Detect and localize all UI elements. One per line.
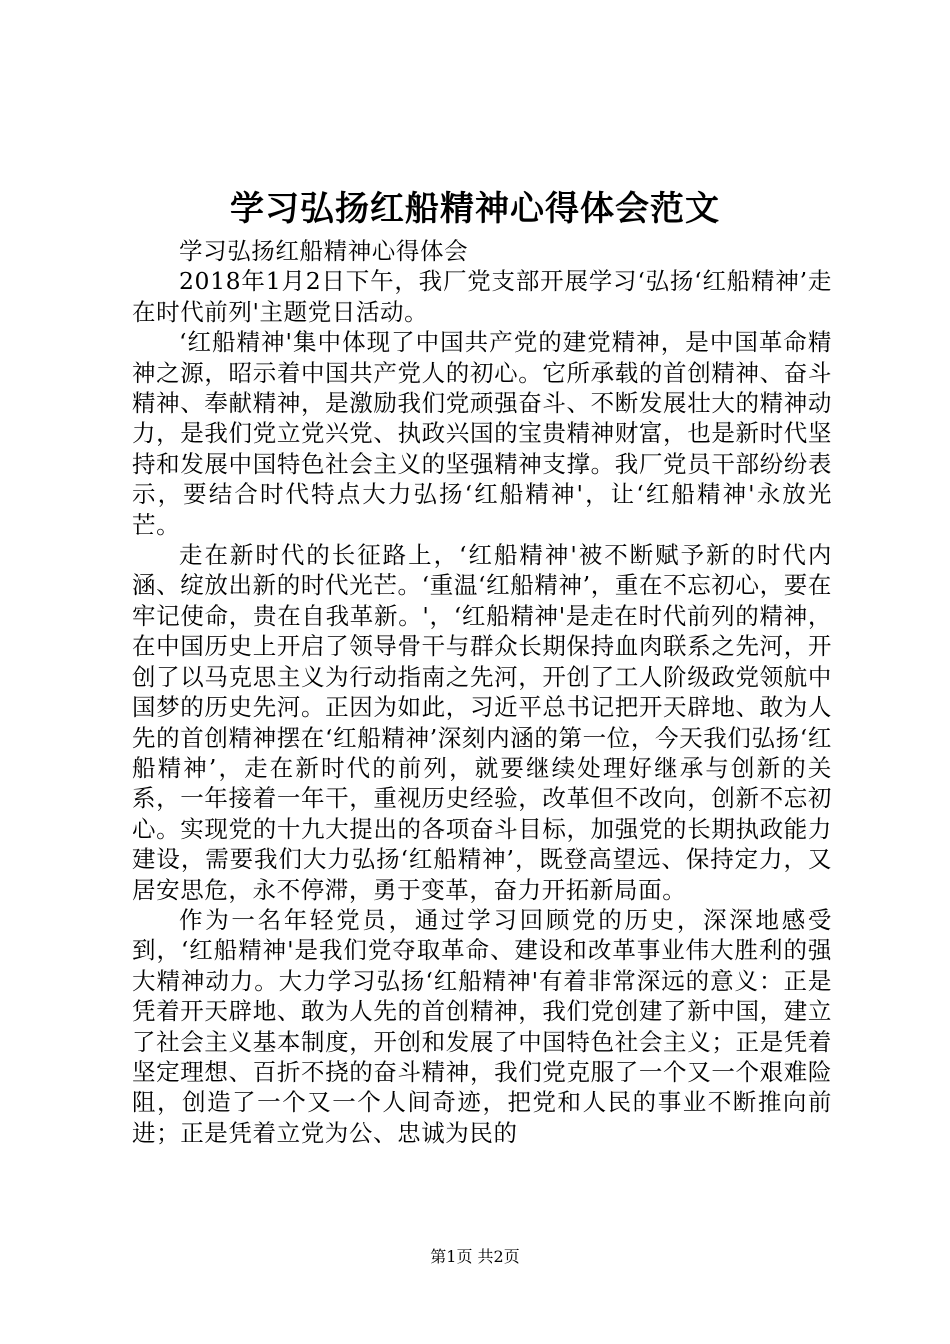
subtitle-paragraph: 学习弘扬红船精神心得体会 (179, 237, 469, 265)
document-body (132, 236, 832, 1148)
body-paragraph: 2018年1月2日下午，我厂党支部开展学习‘弘扬‘红船精神’走在时代前列'主题党日活动。 (132, 267, 832, 326)
body-paragraph: 作为一名年轻党员，通过学习回顾党的历史，深深地感受到，‘红船精神'是我们党夺取革命、建设和改革事业伟大胜利的强大精神动力。大力学习弘扬‘红船精神'有着非常深远的意义：正是凭着开天辟地、敢为人先的首创精神，我们党创建了新中国，建立了社会主义基本制度，开创和发展了中国特色社会主义；正是凭着坚定理想、百折不挠的奋斗精神，我们党克服了一个又一个艰难险阻，创造了一个又一个人间奇迹，把党和人民的事业不断推向前进；正是凭着立党为公、忠诚为民的 (132, 905, 832, 1147)
page-footer: 第1页 共2页 (430, 1247, 520, 1266)
document-title: 学习弘扬红船精神心得体会范文 (230, 189, 720, 229)
body-paragraph: ‘红船精神'集中体现了中国共产党的建党精神，是中国革命精神之源，昭示着中国共产党人的初心。它所承载的首创精神、奋斗精神、奉献精神，是激励我们党顽强奋斗、不断发展壮大的精神动力，是我们党立党兴党、执政兴国的宝贵精神财富，也是新时代坚持和发展中国特色社会主义的坚强精神支撑。我厂党员干部纷纷表示，要结合时代特点大力弘扬‘红船精神'，让‘红船精神'永放光芒。 (132, 328, 832, 539)
body-paragraph: 走在新时代的长征路上，‘红船精神'被不断赋予新的时代内涵、绽放出新的时代光芒。‘重温‘红船精神’，重在不忘初心，要在牢记使命，贵在自我革新。'，‘红船精神'是走在时代前列的精神，在中国历史上开启了领导骨干与群众长期保持血肉联系之先河，开创了以马克思主义为行动指南之先河，开创了工人阶级政党领航中国梦的历史先河。正因为如此，习近平总书记把开天辟地、敢为人先的首创精神摆在‘红船精神’深刻内涵的第一位，今天我们弘扬‘红船精神’，走在新时代的前列，就要继续处理好继承与创新的关系，一年接着一年干，重视历史经验，改革但不改向，创新不忘初心。实现党的十九大提出的各项奋斗目标，加强党的长期执政能力建设，需要我们大力弘扬‘红船精神’，既登高望远、保持定力，又居安思危，永不停滞，勇于变革，奋力开拓新局面。 (132, 541, 832, 904)
